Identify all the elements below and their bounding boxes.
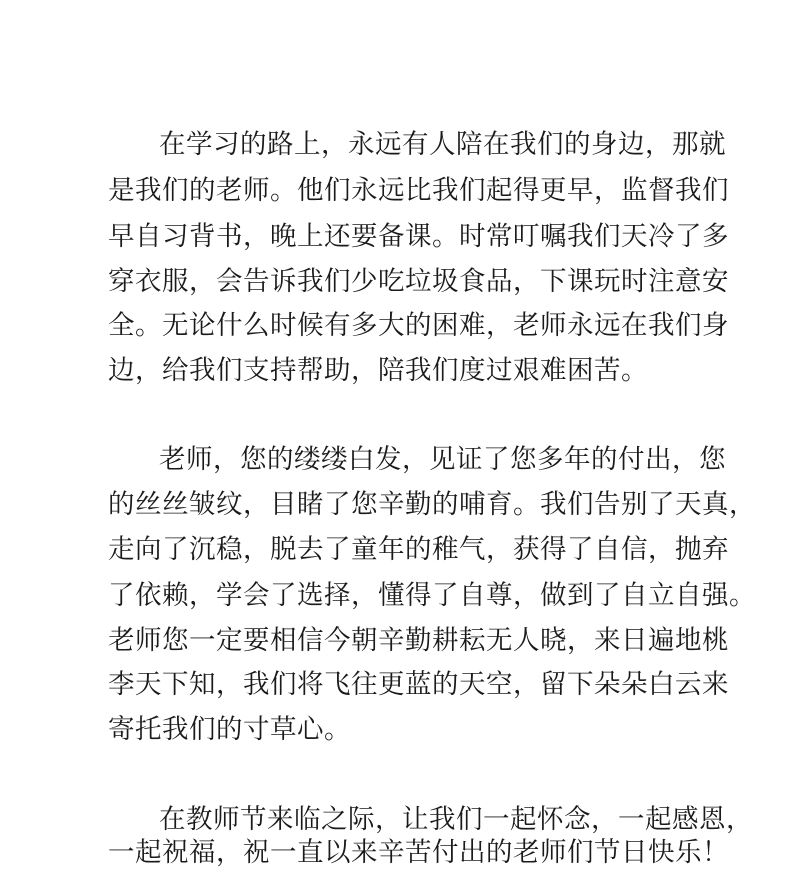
- paragraph-1-line-3: 早自习背书，晚上还要备课。时常叮嘱我们天冷了多: [108, 221, 729, 252]
- paragraph-2-line-1: 老师，您的缕缕白发，见证了您多年的付出，您: [159, 444, 726, 475]
- paragraph-2-line-4: 了依赖，学会了选择，懂得了自尊，做到了自立自强。: [108, 580, 756, 611]
- paragraph-2-line-7: 寄托我们的寸草心。: [108, 714, 351, 745]
- paragraph-1-line-4: 穿衣服，会告诉我们少吃垃圾食品，下课玩时注意安: [108, 266, 729, 297]
- paragraph-2-line-2: 的丝丝皱纹，目睹了您辛勤的哺育。我们告别了天真，: [108, 489, 756, 520]
- paragraph-2-line-6: 李天下知，我们将飞往更蓝的天空，留下朵朵白云来: [108, 669, 729, 700]
- paragraph-3-line-2: 一起祝福，祝一直以来辛苦付出的老师们节日快乐！: [108, 837, 729, 868]
- paragraph-2-line-5: 老师您一定要相信今朝辛勤耕耘无人晓，来日遍地桃: [108, 625, 729, 656]
- paragraph-1-line-6: 边，给我们支持帮助，陪我们度过艰难困苦。: [108, 355, 648, 386]
- paragraph-3-cut-off-line: [108, 837, 729, 868]
- paragraph-1-line-5: 全。无论什么时候有多大的困难，老师永远在我们身: [108, 310, 729, 341]
- paragraph-1-line-2: 是我们的老师。他们永远比我们起得更早，监督我们: [108, 175, 729, 206]
- paragraph-3-line-1: 在教师节来临之际，让我们一起怀念，一起感恩，: [159, 804, 753, 835]
- paragraph-2-line-3: 走向了沉稳，脱去了童年的稚气，获得了自信，抛弃: [108, 534, 729, 565]
- paragraph-1-line-1: 在学习的路上，永远有人陪在我们的身边，那就: [159, 129, 726, 160]
